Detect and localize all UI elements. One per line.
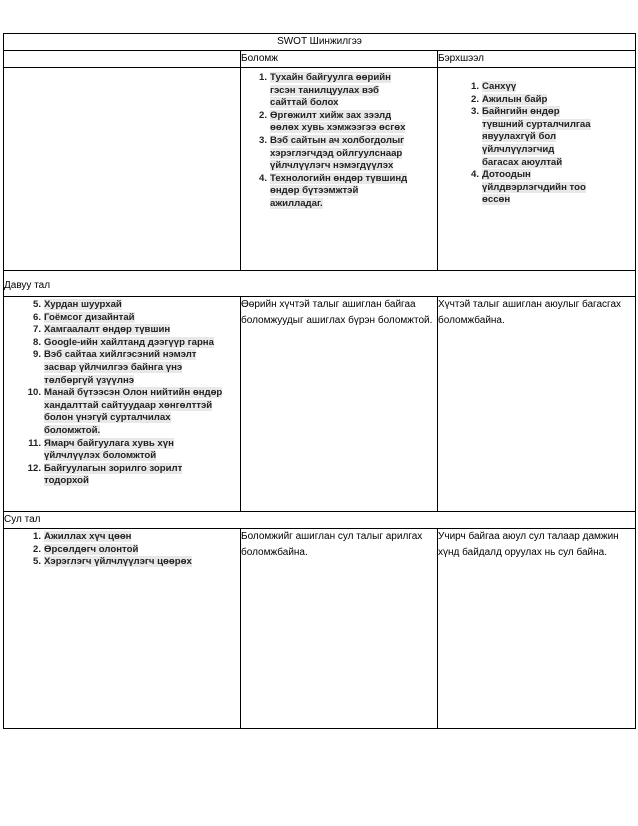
list-item — [27, 462, 224, 488]
header-threat: Бэрхшээл — [438, 51, 636, 68]
list-item-text: Ажиллах хүч цөөн — [44, 531, 132, 542]
list-item-number: 2. — [258, 109, 267, 121]
list-item-text: Ажилын байр — [482, 93, 548, 105]
list-item-number: 4. — [258, 172, 267, 184]
cell-wt: Учирч байгаа аюул сул талаар дамжин хүнд байдалд оруулах нь сул байна. — [438, 529, 636, 729]
list-item-text: Байнгийн өндөр түвшний сурталчилгаа явуулахгүй бол үйлчлүүлэгчид багасах аюултай — [482, 106, 591, 168]
list-item-text: Хурдан шуурхай — [44, 299, 122, 310]
row-label-weakness: Сул тал — [4, 512, 636, 529]
list-row — [4, 68, 636, 271]
list-item-text: Өргөжилт хийж зах зээлд өөлөх хувь хэмжээгээ өсгөх — [270, 109, 406, 134]
list-item — [27, 387, 224, 437]
list-item-number: 8. — [32, 336, 41, 348]
row-label-strength: Давуу тал — [4, 271, 636, 297]
list-item — [32, 556, 224, 569]
list-item-text: Дотоодын үйлдвэрлэгчдийн тоо өссөн — [482, 169, 586, 206]
list-item-text: Технологийн өндөр түвшинд өндөр бүтээмжтэй ажилладаг. — [270, 172, 408, 209]
list-item-number: 3. — [258, 134, 267, 146]
list-item-number: 7. — [32, 324, 41, 336]
list-item-number: 5. — [32, 299, 41, 310]
list-item-number: 1. — [32, 531, 41, 542]
list-item-text: Санхүү — [482, 81, 517, 92]
list-item-number: 10. — [27, 387, 41, 399]
weakness-label-row — [4, 512, 636, 529]
corner-cell — [4, 51, 241, 68]
list-item — [470, 93, 592, 107]
strength-label-row — [4, 271, 636, 297]
empty-cell — [4, 68, 241, 271]
list-item-text: Google-ийн хайлтанд дээгүүр гарна — [44, 336, 214, 348]
list-item-number: 12. — [27, 462, 41, 474]
list-item-text: Вэб сайтын ач холбогдолыг хэрэглэгчдэд ойлгуулснаар үйлчлүүлэгч нэмэгдүүлэх — [270, 134, 405, 172]
cell-st: Хүчтэй талыг ашиглан аюулыг багасгах боломжбайна. — [438, 297, 636, 512]
header-row — [4, 51, 636, 68]
list-item-text: Тухайн байгуулга өөрийн гэсэн танилцуулах вэб сайттай болох — [270, 72, 391, 109]
list-item-number: 11. — [28, 437, 41, 449]
strengths-list — [4, 299, 224, 488]
list-item-text: Хамгаалалт өндөр түвшин — [44, 324, 171, 336]
list-item — [32, 336, 224, 350]
table-title: SWOT Шинжилгээ — [4, 34, 636, 51]
list-item-text: Гоёмсог дизайнтай — [44, 311, 135, 323]
list-item — [470, 106, 592, 169]
list-item — [32, 531, 224, 544]
list-item-number: 6. — [32, 311, 41, 323]
list-item-number: 4. — [470, 169, 479, 181]
list-item — [470, 169, 592, 207]
threats-cell — [438, 68, 636, 271]
opportunities-cell — [241, 68, 438, 271]
list-item — [32, 349, 224, 387]
list-item-number: 2. — [470, 93, 479, 105]
list-item — [32, 299, 224, 312]
list-item-text: Вэб сайтаа хийлгэсэний нэмэлт засвар үйлчилгээ байнга үнэ төлбөргүй үзүүлнэ — [44, 349, 197, 386]
list-item — [258, 109, 410, 135]
list-item-number: 9. — [32, 349, 41, 361]
title-row — [4, 34, 636, 51]
list-item — [32, 311, 224, 325]
weakness-row — [4, 529, 636, 729]
strength-row — [4, 297, 636, 512]
cell-so: Өөрийн хүчтэй талыг ашиглан байгаа боломжуудыг ашиглах бүрэн боломжтой. — [241, 297, 438, 512]
list-item-number: 3. — [470, 106, 479, 118]
list-item — [32, 543, 224, 557]
swot-table — [3, 33, 636, 729]
list-item-text: Хэрэглэгч үйлчлүүлэгч цөөрөх — [44, 556, 192, 568]
list-item-number: 1. — [258, 72, 267, 83]
list-item — [28, 437, 224, 463]
threats-list — [438, 81, 592, 207]
list-item-text: Манай бүтээсэн Олон нийтийн өндөр хандалттай сайтуудаар хөнгөлттэй болон үнэгүй сурталчилах боломжтой. — [44, 387, 223, 436]
list-item-text: Өрсөлдөгч олонтой — [44, 543, 139, 555]
opportunities-list — [239, 72, 410, 211]
cell-wo: Боломжийг ашиглан сул талыг арилгах боломжбайна. — [241, 529, 438, 729]
list-item — [470, 81, 592, 94]
list-item-number: 5. — [32, 556, 41, 568]
list-item — [32, 324, 224, 337]
weaknesses-list — [4, 531, 224, 569]
list-item-text: Ямарч байгуулага хувь хүн үйлчлүүлэх боломжтой — [44, 437, 174, 462]
weaknesses-cell — [4, 529, 241, 729]
list-item — [258, 72, 410, 110]
list-item — [258, 172, 410, 211]
list-item — [258, 134, 410, 173]
header-opportunity: Боломж — [241, 51, 438, 68]
strengths-cell — [4, 297, 241, 512]
list-item-text: Байгуулагын зорилго зорилт тодорхой — [44, 462, 183, 487]
list-item-number: 2. — [32, 543, 41, 555]
list-item-number: 1. — [470, 81, 479, 92]
